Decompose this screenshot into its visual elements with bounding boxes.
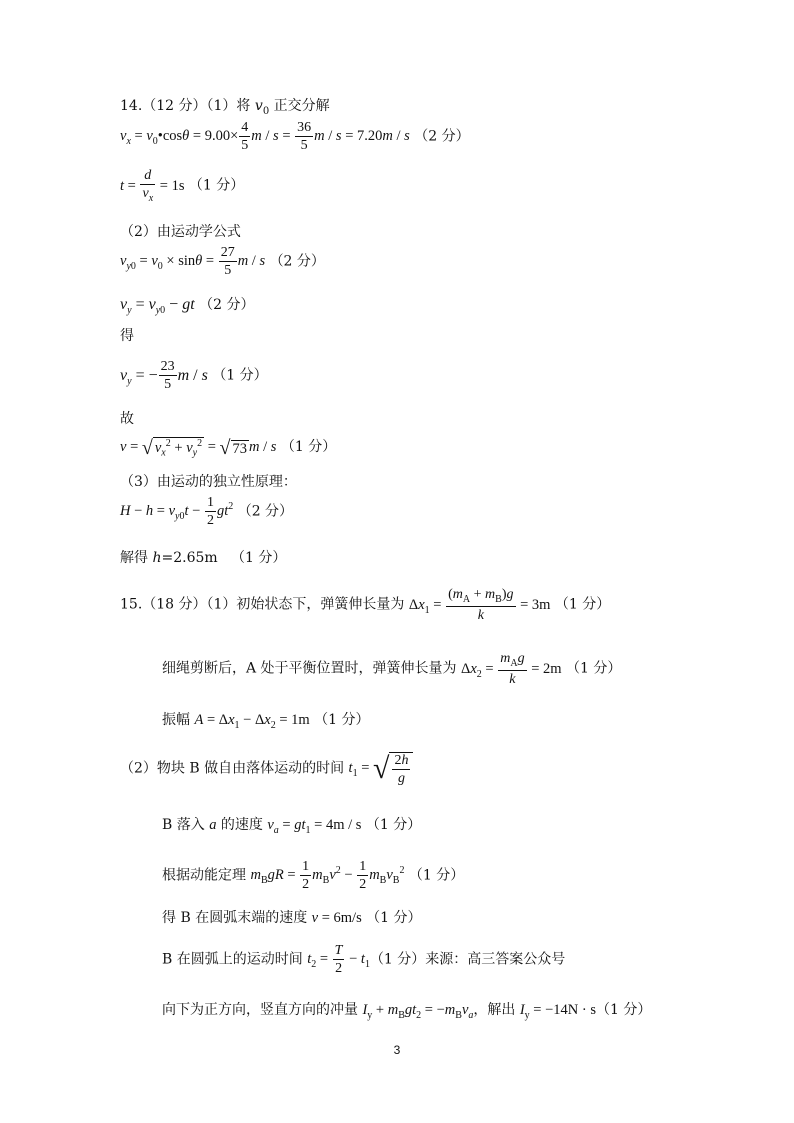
score: （1 分） <box>365 817 422 833</box>
score: （1 分） <box>366 910 422 926</box>
q14-H-equation: $H - h = v_{y0}t$ − $\frac{1}{2}$ $gt^2$ （2 分） <box>120 495 294 528</box>
source-note: 来源：高三答案公众号 <box>425 951 566 968</box>
score: （1 分） <box>314 712 370 728</box>
q14-header: 14.（12 分）（1）将 $v_0$ 正交分解 <box>120 98 330 117</box>
score: （2 分） <box>269 253 325 270</box>
q14-de: 得 <box>120 328 134 344</box>
score: （2 分） <box>414 128 470 145</box>
q15-arc-time: B 在圆弧上的运动时间 $t_2$ = $\frac{T}{2}$ − $t_1(1$ 分）来源：高三答案公众号 <box>162 943 566 976</box>
score: （2 分） <box>237 503 294 520</box>
score: （1 分） <box>595 1002 652 1018</box>
q15-energy: 根据动能定理 $m_BgR$ = $\frac{1}{2}$ $m_Bv^2$ − $\frac{1}{2}$ $m_Bv_B^2$ （1 分） <box>162 859 465 892</box>
score: （1 分） <box>554 596 611 613</box>
q15-fall-speed: B 落入 a 的速度 $v_a = gt_1 = 4m / s$ （1 分） <box>162 817 422 836</box>
score: （1 分） <box>408 867 465 884</box>
q14-vy-result: $v_y$ = − $\frac{23}{5}$ m / s （1 分） <box>120 359 268 392</box>
score: （1 分） <box>188 177 245 194</box>
q14-part2: （2）由运动学公式 <box>120 224 241 240</box>
q14-vy0-equation: $v_{y0} = v_0 \times \sin\theta$ = $\frac{27}{5}$ m / s （2 分） <box>120 245 325 278</box>
score: （1 分） <box>280 439 337 456</box>
q14-result: 解得 h=2.65m （1 分） <box>120 550 287 566</box>
q15-dx2: 细绳剪断后，A 处于平衡位置时，弹簧伸长量为 $\Delta x_2$ = $\frac{m_Ag}{k}$ = 2m （1 分） <box>162 651 622 687</box>
q14-part3: （3）由运动的独立性原理： <box>120 474 297 490</box>
q15-amplitude: 振幅 $A = \Delta x_1 - \Delta x_2 = 1m$ （1 分） <box>162 712 370 731</box>
q15-header: 15.（18 分）（1）初始状态下，弹簧伸长量为 $\Delta x_1$ = $\frac{(m_A + m_B)g}{k}$ = 3m （1 分） <box>120 587 611 623</box>
score: （1 分） <box>566 660 622 677</box>
q15-impulse: 向下为正方向，竖直方向的冲量 $I_y + m_Bgt_2 = -m_Bv_a$，解出 $I_y = -14N \cdot s(1$ 分） <box>162 1002 652 1021</box>
score: （2 分） <box>199 297 255 313</box>
q14-t-equation: t = $\frac{d}{v_x}$ = 1s （1 分） <box>120 168 245 204</box>
q14-v-result: v = √ $v_x^2 + v_y^2$ = √ 73 m / s （1 分） <box>120 436 337 459</box>
score: （1 分） <box>369 951 426 968</box>
q14-vy-equation: $v_y = v_{y0}$ − gt （2 分） <box>120 296 255 317</box>
score: （1 分） <box>212 367 268 384</box>
q14-vx-equation: $v_x$ = $v_0•\cos\theta = 9.00\times$ $\frac{4}{5}$ m / s = $\frac{36}{5}$ m / s = 7.20m / s （2 分） <box>120 120 470 153</box>
q15-part2: （2）物块 B 做自由落体运动的时间 $t_1$ = √ $\frac{2h}{g}$ <box>120 752 794 786</box>
q14-gu: 故 <box>120 411 134 427</box>
q15-end-speed: 得 B 在圆弧末端的速度 v = 6m/s （1 分） <box>162 910 422 926</box>
page-number: 3 <box>393 1043 401 1057</box>
